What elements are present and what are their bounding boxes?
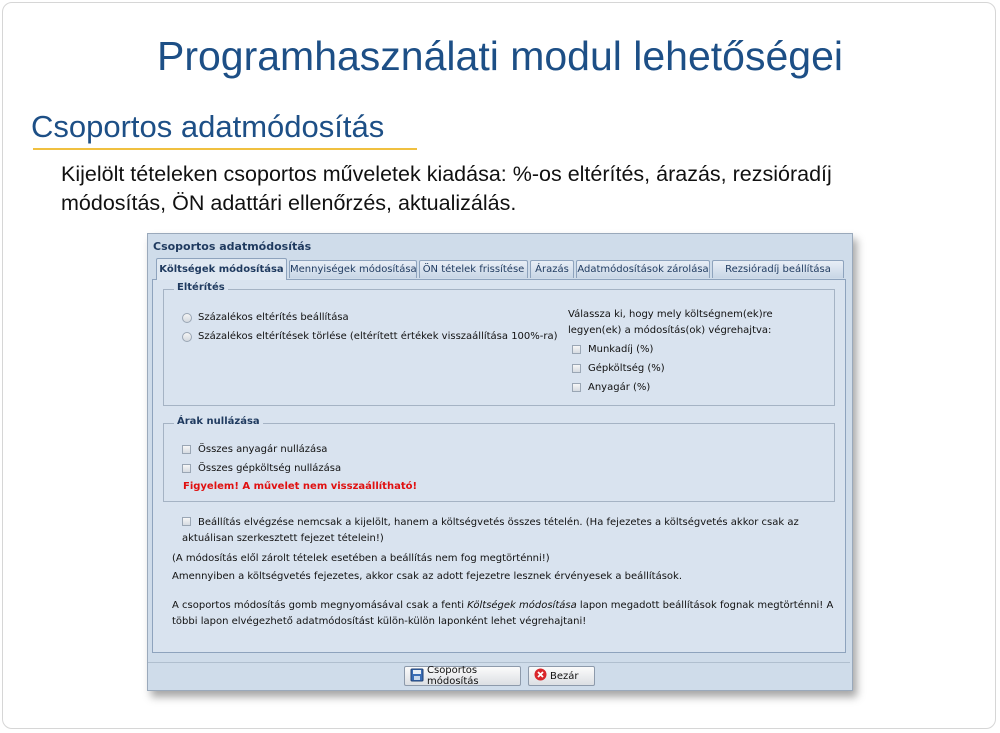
- slide-description: Kijelölt tételeken csoportos műveletek kiadása: %-os eltérítés, árazás, rezsióradíj módosítás, ÖN adattári ellenőrzés, aktualizálás.: [61, 162, 832, 215]
- locked-note: (A módosítás elől zárolt tételek esetében a beállítás nem fog megtörténni!): [172, 553, 550, 564]
- radio-set-deviation-label: Százalékos eltérítés beállítása: [198, 312, 349, 323]
- tab-scope-note-prefix: A csoportos módosítás gomb megnyomásával csak a fenti: [172, 600, 468, 611]
- check-budget-all-label: Beállítás elvégzése nemcsak a kijelölt, hanem a költségvetés összes tételén. (Ha fejezetes a költségvetés akkor csak az aktuálisan szerkesztett fejezet tételein!): [182, 517, 799, 544]
- check-zero-machine[interactable]: [182, 464, 191, 473]
- tab-overhead-rate[interactable]: Rezsióradíj beállítása: [712, 260, 844, 278]
- radio-clear-deviation[interactable]: [182, 332, 192, 342]
- close-button-label: Bezár: [550, 670, 579, 682]
- footer-divider: [148, 662, 850, 663]
- check-material-row[interactable]: [572, 382, 650, 393]
- check-machine-label: Gépköltség (%): [588, 363, 665, 374]
- save-icon: [410, 668, 424, 685]
- deviation-legend: Eltérítés: [174, 282, 228, 293]
- section-underline: [33, 148, 417, 150]
- group-modify-button-label: Csoportos módosítás: [427, 665, 479, 687]
- tab-quantity-modify[interactable]: Mennyiségek módosítása: [289, 260, 417, 278]
- check-zero-machine-row[interactable]: [182, 463, 341, 474]
- check-machine-row[interactable]: [572, 363, 665, 374]
- irreversible-warning: Figyelem! A művelet nem visszaállítható!: [183, 481, 418, 492]
- budget-all-row[interactable]: [182, 515, 822, 547]
- tab-cost-modify[interactable]: Költségek módosítása: [156, 258, 287, 280]
- price-zero-group: [163, 416, 835, 502]
- radio-clear-deviation-label: Százalékos eltérítések törlése (eltérített értékek visszaállítása 100%-ra): [198, 331, 558, 342]
- tab-pricing[interactable]: Árazás: [530, 260, 574, 278]
- dialog-title: Csoportos adatmódosítás: [153, 240, 312, 253]
- radio-set-deviation[interactable]: [182, 313, 192, 323]
- close-icon: [534, 668, 547, 684]
- check-labor-label: Munkadíj (%): [588, 344, 654, 355]
- section-title: Csoportos adatmódosítás: [31, 109, 385, 144]
- check-labor[interactable]: [572, 345, 581, 354]
- radio-set-deviation-row[interactable]: [182, 312, 349, 323]
- slide-title: Programhasználati modul lehetőségei: [156, 33, 843, 79]
- check-machine[interactable]: [572, 364, 581, 373]
- tab-on-refresh[interactable]: ÖN tételek frissítése: [419, 260, 528, 278]
- check-labor-row[interactable]: [572, 344, 653, 355]
- tab-lock[interactable]: Adatmódosítások zárolása: [576, 260, 710, 278]
- check-budget-all[interactable]: [182, 517, 191, 526]
- check-zero-material-label: Összes anyagár nullázása: [198, 444, 328, 455]
- tab-scope-note: [172, 598, 834, 630]
- chapter-note: Amennyiben a költségvetés fejezetes, akkor csak az adott fejezetre lesznek érvényesek a beállítások.: [172, 571, 682, 582]
- warning-row: [183, 481, 417, 492]
- close-button[interactable]: [528, 666, 595, 686]
- check-zero-material-row[interactable]: [182, 444, 327, 455]
- group-modify-dialog: [147, 233, 853, 691]
- group-modify-button[interactable]: [404, 666, 521, 686]
- tab-bar: [156, 258, 844, 280]
- tab-panel: [152, 279, 846, 653]
- check-zero-machine-label: Összes gépköltség nullázása: [198, 463, 342, 474]
- check-material-label: Anyagár (%): [588, 382, 651, 393]
- tab-scope-note-suffix: lapon megadott beállítások fognak megtörténni! A többi lapon elvégezhető adatmódosítást külön-külön laponként lehet végrehajtani!: [172, 600, 834, 627]
- check-zero-material[interactable]: [182, 445, 191, 454]
- price-zero-legend: Árak nullázása: [174, 416, 263, 427]
- radio-clear-deviation-row[interactable]: [182, 331, 558, 342]
- deviation-group: [163, 282, 835, 406]
- check-material[interactable]: [572, 383, 581, 392]
- cost-type-prompt: Válassza ki, hogy mely költségnem(ek)re legyen(ek) a módosítás(ok) végrehajtva:: [568, 309, 773, 336]
- tab-scope-note-italic: Költségek módosítása: [467, 600, 577, 611]
